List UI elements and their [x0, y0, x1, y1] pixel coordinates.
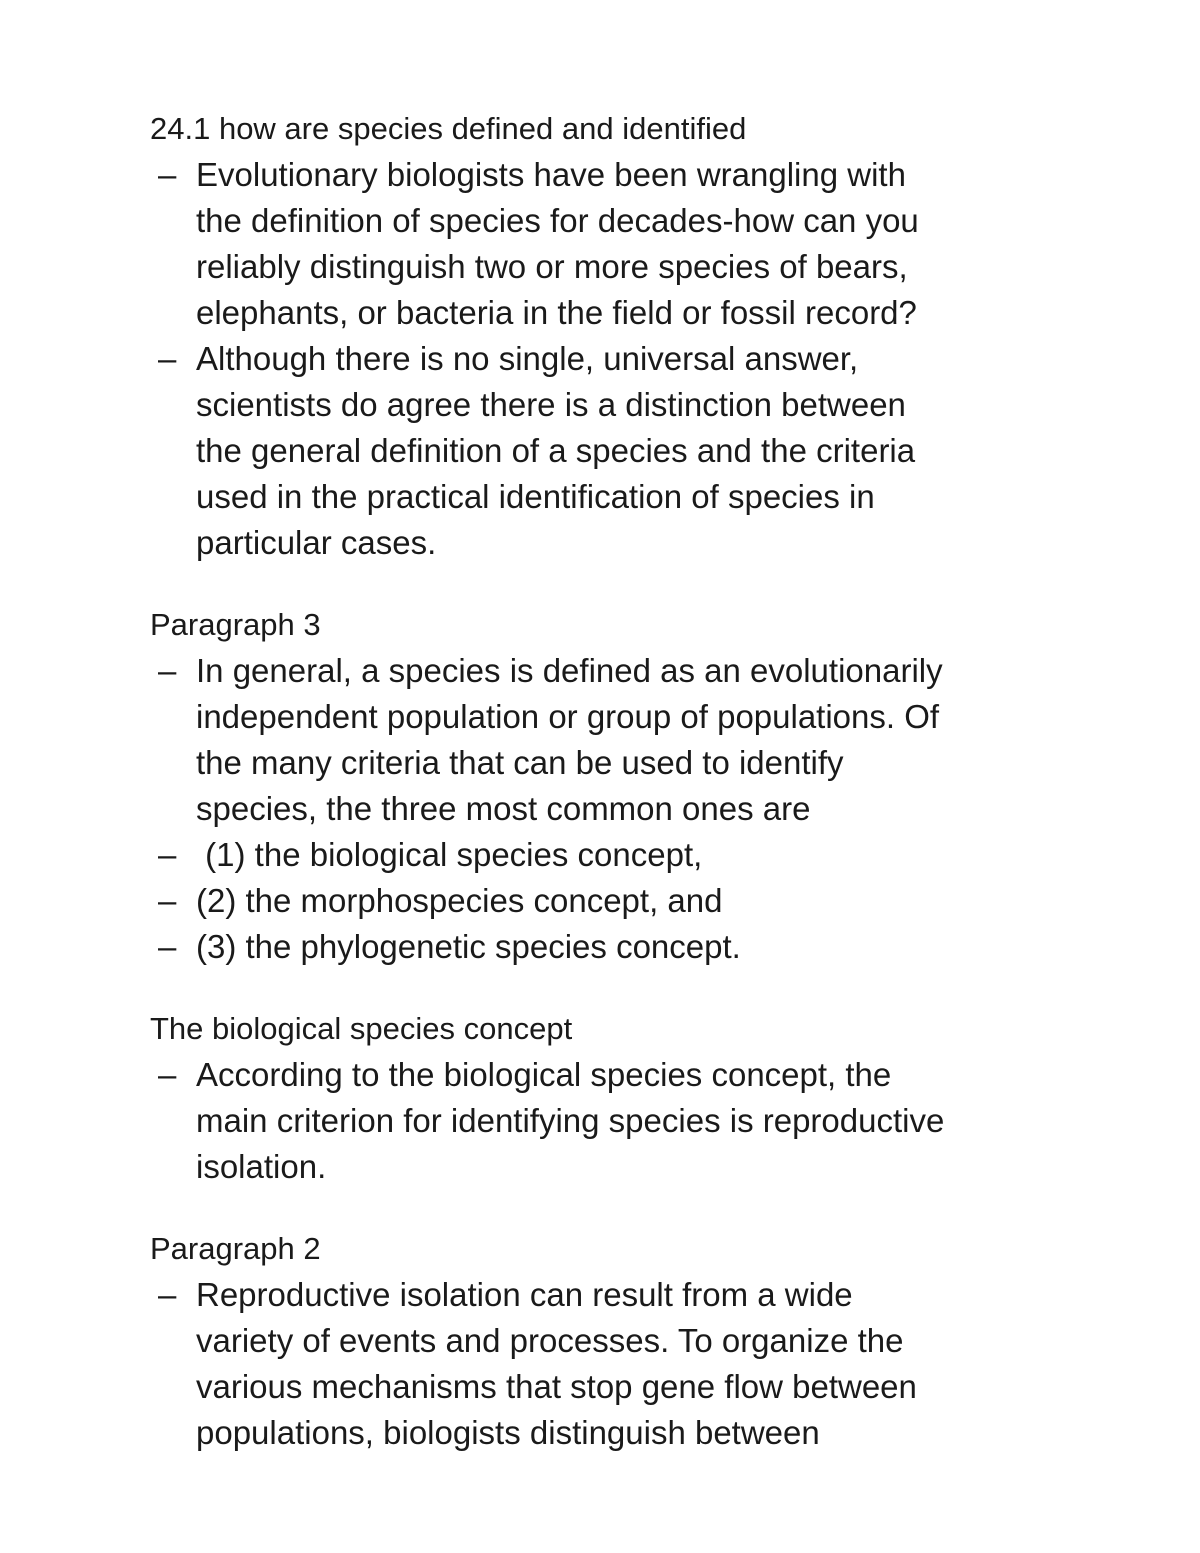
- bullet-line: (1) the biological species concept,: [196, 836, 703, 873]
- dash-marker: –: [158, 836, 177, 873]
- bullet-line: the many criteria that can be used to identify: [196, 744, 844, 781]
- bullet-item: [150, 648, 1070, 832]
- bullet-line: According to the biological species concept, the: [196, 1056, 892, 1093]
- bullet-line: (2) the morphospecies concept, and: [196, 882, 723, 919]
- section-paragraph-2: [150, 1226, 1070, 1456]
- section-heading: Paragraph 3: [150, 607, 321, 642]
- bullet-item: [150, 152, 1070, 336]
- dash-marker: –: [158, 882, 177, 919]
- bullet-line: particular cases.: [196, 524, 437, 561]
- bullet-line: populations, biologists distinguish between: [196, 1414, 820, 1451]
- bullet-item: [150, 832, 1070, 878]
- bullet-line: the definition of species for decades-how can you: [196, 202, 919, 239]
- bullet-item: [150, 878, 1070, 924]
- bullet-line: In general, a species is defined as an evolutionarily: [196, 652, 943, 689]
- bullet-line: various mechanisms that stop gene flow between: [196, 1368, 917, 1405]
- bullet-item: [150, 924, 1070, 970]
- bullet-line: elephants, or bacteria in the field or fossil record?: [196, 294, 917, 331]
- bullet-line: the general definition of a species and the criteria: [196, 432, 916, 469]
- bullet-item: [150, 1272, 1070, 1456]
- document-page: [150, 106, 1070, 1456]
- bullet-line: variety of events and processes. To organize the: [196, 1322, 904, 1359]
- section-spacer: [150, 1190, 1070, 1226]
- dash-marker: –: [158, 156, 177, 193]
- bullet-line: Evolutionary biologists have been wrangling with: [196, 156, 906, 193]
- bullet-item: [150, 1052, 1070, 1190]
- section-paragraph-3: [150, 602, 1070, 970]
- bullet-line: scientists do agree there is a distinction between: [196, 386, 906, 423]
- section-heading: 24.1 how are species defined and identified: [150, 111, 747, 146]
- bullet-line: main criterion for identifying species is reproductive: [196, 1102, 945, 1139]
- bullet-line: species, the three most common ones are: [196, 790, 811, 827]
- bullet-line: (3) the phylogenetic species concept.: [196, 928, 741, 965]
- section-biological-species-concept: [150, 1006, 1070, 1190]
- bullet-line: isolation.: [196, 1148, 327, 1185]
- section-heading: Paragraph 2: [150, 1231, 321, 1266]
- dash-marker: –: [158, 928, 177, 965]
- dash-marker: –: [158, 1276, 177, 1313]
- dash-marker: –: [158, 1056, 177, 1093]
- bullet-line: Although there is no single, universal answer,: [196, 340, 859, 377]
- section-heading: The biological species concept: [150, 1011, 573, 1046]
- bullet-line: used in the practical identification of species in: [196, 478, 875, 515]
- bullet-line: Reproductive isolation can result from a wide: [196, 1276, 853, 1313]
- section-spacer: [150, 970, 1070, 1006]
- bullet-item: [150, 336, 1070, 566]
- bullet-line: reliably distinguish two or more species of bears,: [196, 248, 908, 285]
- section-spacer: [150, 566, 1070, 602]
- dash-marker: –: [158, 652, 177, 689]
- dash-marker: –: [158, 340, 177, 377]
- section-species-defined: [150, 106, 1070, 566]
- bullet-line: independent population or group of populations. Of: [196, 698, 940, 735]
